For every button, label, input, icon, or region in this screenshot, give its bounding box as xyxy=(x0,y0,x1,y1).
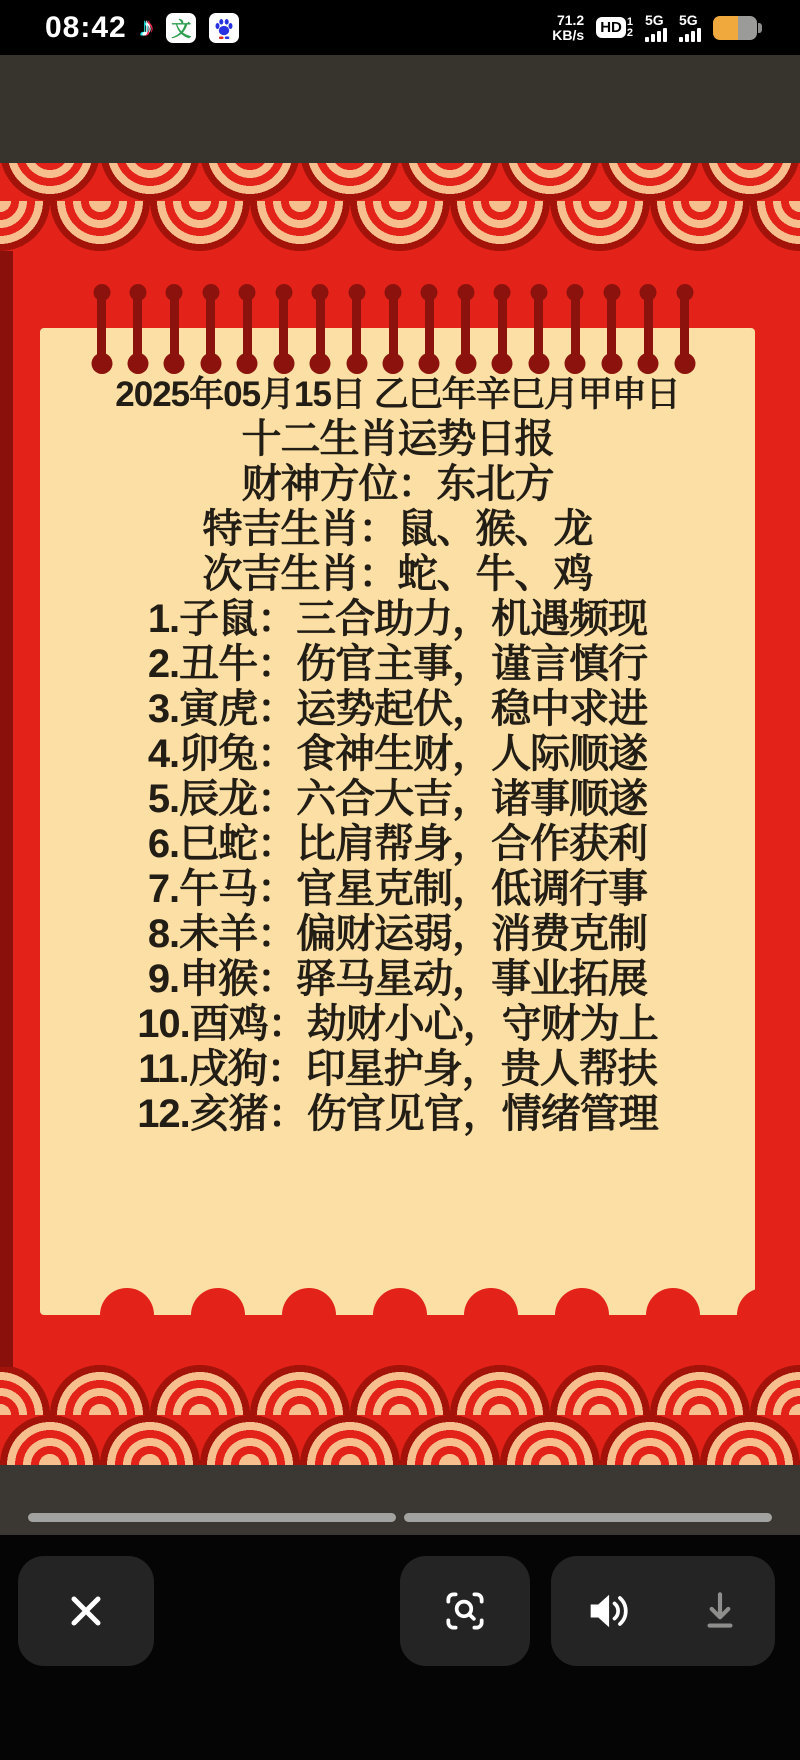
scallop-bump xyxy=(282,1288,336,1342)
zodiac-item: 12.亥猪：伤官见官，情绪管理 xyxy=(137,1092,658,1136)
binder-pins xyxy=(97,285,689,371)
baidu-notification-icon xyxy=(209,13,239,43)
fortune-text-block xyxy=(40,372,755,1137)
image-letterbox-top xyxy=(0,55,800,163)
status-bar xyxy=(0,0,800,55)
wen-doc-notification-icon: 文 xyxy=(166,13,196,43)
zodiac-item: 5.辰龙：六合大吉，诸事顺遂 xyxy=(147,777,648,821)
poster-subtitle: 十二生肖运势日报 xyxy=(241,417,554,461)
scallop-bump xyxy=(737,1288,791,1342)
left-edge-shade xyxy=(0,251,13,1367)
lucky-second-line: 次吉生肖：蛇、牛、鸡 xyxy=(202,552,593,596)
zodiac-item: 7.午马：官星克制，低调行事 xyxy=(147,867,648,911)
cloud-wave-pattern-top xyxy=(0,163,800,251)
wealth-direction-line: 财神方位：东北方 xyxy=(241,462,554,506)
image-search-button[interactable] xyxy=(400,1556,530,1666)
progress-bar-segment-2 xyxy=(404,1513,772,1522)
signal-sim1-icon: 5G xyxy=(645,14,667,42)
zodiac-item: 1.子鼠：三合助力，机遇频现 xyxy=(147,597,648,641)
hd-volte-icon: HD 1 2 xyxy=(596,17,633,39)
scallop-bump xyxy=(646,1288,700,1342)
zodiac-item: 10.酉鸡：劫财小心，守财为上 xyxy=(137,1002,658,1046)
scallop-bump xyxy=(555,1288,609,1342)
zodiac-item: 2.丑牛：伤官主事，谨言慎行 xyxy=(147,642,648,686)
zodiac-item: 4.卯兔：食神生财，人际顺遂 xyxy=(147,732,648,776)
scallop-bump xyxy=(464,1288,518,1342)
battery-icon xyxy=(713,16,762,40)
signal-sim2-icon: 5G xyxy=(679,14,701,42)
image-letterbox-bottom xyxy=(0,1465,800,1535)
scallop-bump xyxy=(100,1288,154,1342)
zodiac-item: 6.巳蛇：比肩帮身，合作获利 xyxy=(147,822,648,866)
scallop-bump xyxy=(373,1288,427,1342)
network-speed: 71.2 KB/s xyxy=(552,11,585,43)
douyin-notification-icon: ♪ xyxy=(139,12,154,42)
zodiac-item: 8.未羊：偏财运弱，消费克制 xyxy=(147,912,648,956)
progress-bar-segment-1 xyxy=(28,1513,396,1522)
close-icon xyxy=(62,1587,110,1635)
close-button[interactable] xyxy=(18,1556,154,1666)
lens-scan-icon xyxy=(440,1586,490,1636)
zodiac-fortune-poster[interactable] xyxy=(0,163,800,1465)
clock: 08:42 xyxy=(45,10,127,44)
lucky-best-line: 特吉生肖：鼠、猴、龙 xyxy=(202,507,593,551)
zodiac-item: 11.戌狗：印星护身，贵人帮扶 xyxy=(138,1047,657,1091)
speaker-button[interactable] xyxy=(582,1585,634,1637)
download-button[interactable] xyxy=(695,1586,745,1636)
zodiac-item: 3.寅虎：运势起伏，稳中求进 xyxy=(147,687,648,731)
viewer-controls xyxy=(0,1535,800,1760)
poster-date-title: 2025年05月15日 乙巳年辛巳月甲申日 xyxy=(115,375,680,414)
cloud-wave-pattern-bottom xyxy=(0,1365,800,1465)
fortune-note-paper xyxy=(40,328,755,1315)
scallop-bump xyxy=(191,1288,245,1342)
zodiac-item: 9.申猴：驿马星动，事业拓展 xyxy=(147,957,648,1001)
audio-download-button-group xyxy=(551,1556,775,1666)
